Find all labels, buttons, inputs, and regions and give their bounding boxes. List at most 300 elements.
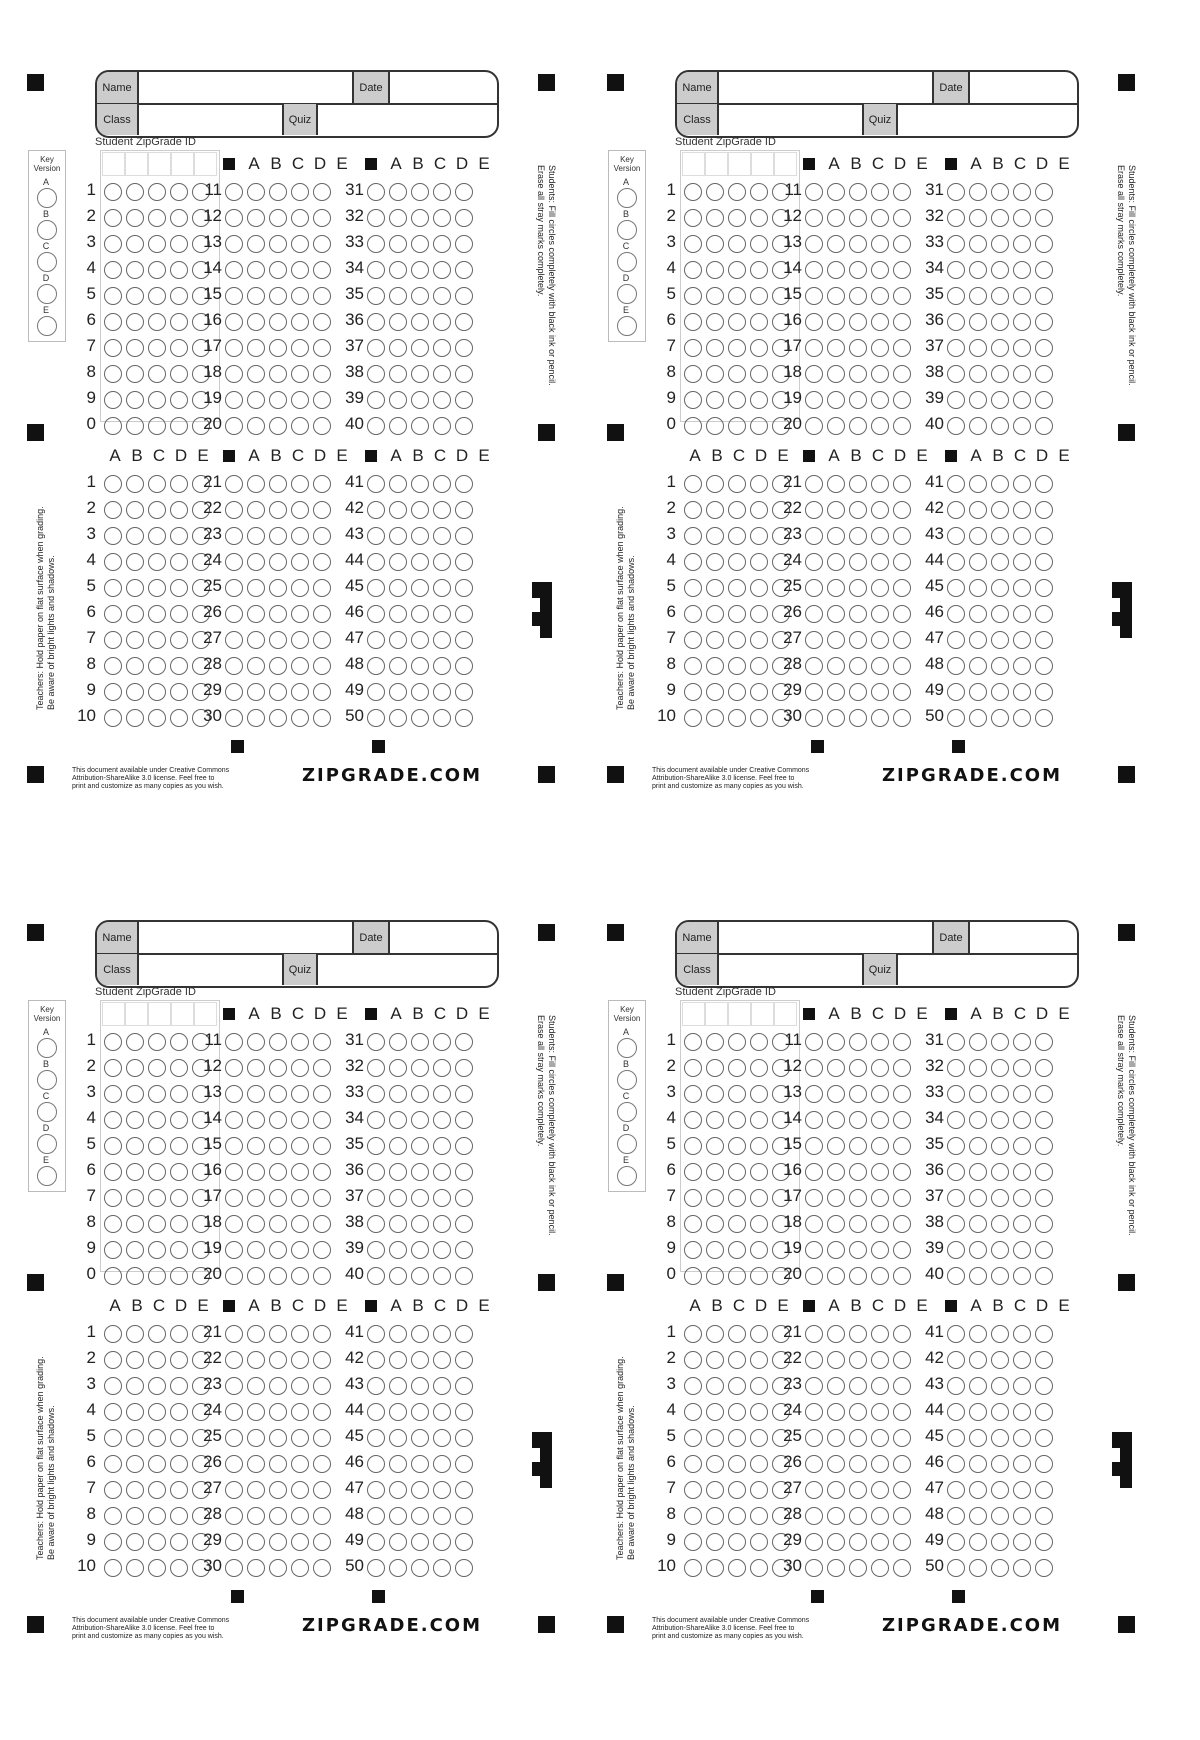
answer-bubble[interactable]	[104, 605, 122, 623]
answer-bubble[interactable]	[1013, 1059, 1031, 1077]
answer-bubble[interactable]	[433, 553, 451, 571]
answer-bubble[interactable]	[411, 1325, 429, 1343]
student-id-bubble[interactable]	[148, 1215, 166, 1233]
answer-bubble[interactable]	[269, 1137, 287, 1155]
answer-bubble[interactable]	[291, 1215, 309, 1233]
answer-bubble[interactable]	[849, 1507, 867, 1525]
answer-bubble[interactable]	[367, 631, 385, 649]
answer-bubble[interactable]	[706, 1455, 724, 1473]
answer-bubble[interactable]	[433, 501, 451, 519]
answer-bubble[interactable]	[411, 1085, 429, 1103]
answer-bubble[interactable]	[1013, 605, 1031, 623]
student-id-bubble[interactable]	[104, 1215, 122, 1233]
answer-bubble[interactable]	[367, 1377, 385, 1395]
answer-bubble[interactable]	[247, 313, 265, 331]
answer-bubble[interactable]	[827, 417, 845, 435]
answer-bubble[interactable]	[871, 313, 889, 331]
answer-bubble[interactable]	[247, 1189, 265, 1207]
student-id-bubble[interactable]	[684, 1189, 702, 1207]
answer-bubble[interactable]	[433, 391, 451, 409]
answer-bubble[interactable]	[1035, 391, 1053, 409]
answer-bubble[interactable]	[104, 631, 122, 649]
student-id-bubble[interactable]	[148, 417, 166, 435]
answer-bubble[interactable]	[225, 1241, 243, 1259]
answer-bubble[interactable]	[871, 209, 889, 227]
answer-bubble[interactable]	[991, 1455, 1009, 1473]
answer-bubble[interactable]	[313, 209, 331, 227]
answer-bubble[interactable]	[126, 605, 144, 623]
answer-bubble[interactable]	[247, 1267, 265, 1285]
answer-bubble[interactable]	[291, 1241, 309, 1259]
answer-bubble[interactable]	[455, 365, 473, 383]
answer-bubble[interactable]	[1035, 1351, 1053, 1369]
answer-bubble[interactable]	[247, 683, 265, 701]
answer-bubble[interactable]	[291, 313, 309, 331]
answer-bubble[interactable]	[269, 527, 287, 545]
answer-bubble[interactable]	[893, 1403, 911, 1421]
answer-bubble[interactable]	[991, 1351, 1009, 1369]
answer-bubble[interactable]	[313, 1033, 331, 1051]
answer-bubble[interactable]	[849, 1085, 867, 1103]
answer-bubble[interactable]	[969, 1059, 987, 1077]
answer-bubble[interactable]	[871, 631, 889, 649]
answer-bubble[interactable]	[367, 313, 385, 331]
answer-bubble[interactable]	[947, 579, 965, 597]
student-id-bubble[interactable]	[104, 417, 122, 435]
answer-bubble[interactable]	[849, 1559, 867, 1577]
answer-bubble[interactable]	[1035, 605, 1053, 623]
answer-bubble[interactable]	[827, 527, 845, 545]
answer-bubble[interactable]	[411, 287, 429, 305]
student-id-writein[interactable]	[125, 1002, 148, 1026]
answer-bubble[interactable]	[367, 1481, 385, 1499]
answer-bubble[interactable]	[104, 1325, 122, 1343]
answer-bubble[interactable]	[969, 209, 987, 227]
answer-bubble[interactable]	[991, 235, 1009, 253]
answer-bubble[interactable]	[871, 391, 889, 409]
answer-bubble[interactable]	[947, 1403, 965, 1421]
student-id-bubble[interactable]	[148, 1059, 166, 1077]
date-field[interactable]	[969, 922, 1074, 953]
answer-bubble[interactable]	[247, 1241, 265, 1259]
answer-bubble[interactable]	[247, 475, 265, 493]
answer-bubble[interactable]	[367, 1059, 385, 1077]
student-id-bubble[interactable]	[750, 183, 768, 201]
answer-bubble[interactable]	[706, 527, 724, 545]
answer-bubble[interactable]	[433, 1455, 451, 1473]
answer-bubble[interactable]	[849, 339, 867, 357]
answer-bubble[interactable]	[969, 1163, 987, 1181]
answer-bubble[interactable]	[411, 605, 429, 623]
answer-bubble[interactable]	[849, 657, 867, 675]
answer-bubble[interactable]	[1035, 1163, 1053, 1181]
answer-bubble[interactable]	[947, 1351, 965, 1369]
answer-bubble[interactable]	[313, 1377, 331, 1395]
answer-bubble[interactable]	[827, 209, 845, 227]
answer-bubble[interactable]	[225, 1351, 243, 1369]
answer-bubble[interactable]	[411, 365, 429, 383]
answer-bubble[interactable]	[805, 261, 823, 279]
answer-bubble[interactable]	[455, 209, 473, 227]
answer-bubble[interactable]	[827, 183, 845, 201]
student-id-bubble[interactable]	[126, 1215, 144, 1233]
answer-bubble[interactable]	[170, 1507, 188, 1525]
student-id-writein[interactable]	[705, 1002, 728, 1026]
answer-bubble[interactable]	[1013, 1429, 1031, 1447]
answer-bubble[interactable]	[827, 631, 845, 649]
answer-bubble[interactable]	[805, 1403, 823, 1421]
student-id-bubble[interactable]	[728, 1267, 746, 1285]
answer-bubble[interactable]	[947, 605, 965, 623]
answer-bubble[interactable]	[269, 1085, 287, 1103]
answer-bubble[interactable]	[871, 1559, 889, 1577]
answer-bubble[interactable]	[684, 475, 702, 493]
answer-bubble[interactable]	[389, 235, 407, 253]
student-id-bubble[interactable]	[706, 365, 724, 383]
answer-bubble[interactable]	[1013, 209, 1031, 227]
answer-bubble[interactable]	[148, 631, 166, 649]
answer-bubble[interactable]	[433, 1085, 451, 1103]
answer-bubble[interactable]	[291, 1267, 309, 1285]
answer-bubble[interactable]	[225, 261, 243, 279]
answer-bubble[interactable]	[991, 417, 1009, 435]
answer-bubble[interactable]	[871, 417, 889, 435]
answer-bubble[interactable]	[455, 235, 473, 253]
answer-bubble[interactable]	[750, 527, 768, 545]
answer-bubble[interactable]	[1035, 1559, 1053, 1577]
answer-bubble[interactable]	[291, 1481, 309, 1499]
answer-bubble[interactable]	[269, 1377, 287, 1395]
student-id-bubble[interactable]	[126, 287, 144, 305]
answer-bubble[interactable]	[313, 417, 331, 435]
answer-bubble[interactable]	[104, 527, 122, 545]
answer-bubble[interactable]	[225, 1059, 243, 1077]
key-version-bubble[interactable]	[617, 1038, 637, 1058]
answer-bubble[interactable]	[750, 579, 768, 597]
answer-bubble[interactable]	[871, 287, 889, 305]
answer-bubble[interactable]	[126, 1325, 144, 1343]
answer-bubble[interactable]	[893, 1085, 911, 1103]
answer-bubble[interactable]	[389, 527, 407, 545]
answer-bubble[interactable]	[411, 1189, 429, 1207]
answer-bubble[interactable]	[313, 1429, 331, 1447]
answer-bubble[interactable]	[1035, 579, 1053, 597]
answer-bubble[interactable]	[893, 235, 911, 253]
student-id-bubble[interactable]	[728, 1189, 746, 1207]
answer-bubble[interactable]	[849, 1111, 867, 1129]
answer-bubble[interactable]	[247, 579, 265, 597]
answer-bubble[interactable]	[991, 365, 1009, 383]
key-version-bubble[interactable]	[37, 1134, 57, 1154]
answer-bubble[interactable]	[126, 1455, 144, 1473]
answer-bubble[interactable]	[1013, 631, 1031, 649]
answer-bubble[interactable]	[893, 1163, 911, 1181]
answer-bubble[interactable]	[104, 1403, 122, 1421]
answer-bubble[interactable]	[313, 1455, 331, 1473]
answer-bubble[interactable]	[411, 1215, 429, 1233]
answer-bubble[interactable]	[313, 475, 331, 493]
answer-bubble[interactable]	[849, 553, 867, 571]
answer-bubble[interactable]	[225, 1377, 243, 1395]
answer-bubble[interactable]	[706, 605, 724, 623]
answer-bubble[interactable]	[126, 553, 144, 571]
answer-bubble[interactable]	[1035, 1403, 1053, 1421]
answer-bubble[interactable]	[991, 709, 1009, 727]
answer-bubble[interactable]	[411, 553, 429, 571]
answer-bubble[interactable]	[849, 1215, 867, 1233]
answer-bubble[interactable]	[313, 709, 331, 727]
answer-bubble[interactable]	[991, 1267, 1009, 1285]
answer-bubble[interactable]	[1013, 709, 1031, 727]
student-id-writein[interactable]	[194, 152, 217, 176]
answer-bubble[interactable]	[805, 339, 823, 357]
answer-bubble[interactable]	[969, 1481, 987, 1499]
student-id-bubble[interactable]	[706, 1215, 724, 1233]
answer-bubble[interactable]	[291, 605, 309, 623]
student-id-bubble[interactable]	[750, 209, 768, 227]
answer-bubble[interactable]	[411, 1163, 429, 1181]
answer-bubble[interactable]	[893, 683, 911, 701]
student-id-bubble[interactable]	[706, 391, 724, 409]
student-id-bubble[interactable]	[706, 261, 724, 279]
answer-bubble[interactable]	[947, 1377, 965, 1395]
student-id-bubble[interactable]	[170, 1189, 188, 1207]
answer-bubble[interactable]	[893, 339, 911, 357]
answer-bubble[interactable]	[947, 1189, 965, 1207]
answer-bubble[interactable]	[849, 261, 867, 279]
answer-bubble[interactable]	[1013, 1351, 1031, 1369]
answer-bubble[interactable]	[947, 1137, 965, 1155]
answer-bubble[interactable]	[225, 683, 243, 701]
answer-bubble[interactable]	[455, 1241, 473, 1259]
answer-bubble[interactable]	[247, 209, 265, 227]
answer-bubble[interactable]	[991, 1033, 1009, 1051]
answer-bubble[interactable]	[893, 1137, 911, 1155]
answer-bubble[interactable]	[225, 313, 243, 331]
answer-bubble[interactable]	[871, 1455, 889, 1473]
answer-bubble[interactable]	[367, 1163, 385, 1181]
answer-bubble[interactable]	[969, 1033, 987, 1051]
student-id-bubble[interactable]	[706, 1137, 724, 1155]
student-id-bubble[interactable]	[750, 417, 768, 435]
answer-bubble[interactable]	[827, 1507, 845, 1525]
answer-bubble[interactable]	[684, 1377, 702, 1395]
answer-bubble[interactable]	[893, 417, 911, 435]
student-id-bubble[interactable]	[728, 183, 746, 201]
answer-bubble[interactable]	[313, 1215, 331, 1233]
student-id-bubble[interactable]	[170, 417, 188, 435]
answer-bubble[interactable]	[291, 1377, 309, 1395]
answer-bubble[interactable]	[225, 1559, 243, 1577]
answer-bubble[interactable]	[104, 1559, 122, 1577]
answer-bubble[interactable]	[728, 1507, 746, 1525]
student-id-bubble[interactable]	[126, 1137, 144, 1155]
answer-bubble[interactable]	[433, 1325, 451, 1343]
answer-bubble[interactable]	[805, 579, 823, 597]
answer-bubble[interactable]	[871, 261, 889, 279]
answer-bubble[interactable]	[1035, 1533, 1053, 1551]
answer-bubble[interactable]	[827, 1189, 845, 1207]
answer-bubble[interactable]	[750, 501, 768, 519]
answer-bubble[interactable]	[893, 1377, 911, 1395]
answer-bubble[interactable]	[849, 1481, 867, 1499]
answer-bubble[interactable]	[411, 313, 429, 331]
answer-bubble[interactable]	[684, 657, 702, 675]
key-version-bubble[interactable]	[617, 1102, 637, 1122]
student-id-bubble[interactable]	[104, 391, 122, 409]
answer-bubble[interactable]	[433, 1377, 451, 1395]
answer-bubble[interactable]	[455, 417, 473, 435]
answer-bubble[interactable]	[148, 475, 166, 493]
student-id-bubble[interactable]	[706, 209, 724, 227]
answer-bubble[interactable]	[170, 1377, 188, 1395]
answer-bubble[interactable]	[269, 391, 287, 409]
student-id-bubble[interactable]	[104, 1163, 122, 1181]
answer-bubble[interactable]	[871, 183, 889, 201]
answer-bubble[interactable]	[893, 579, 911, 597]
answer-bubble[interactable]	[269, 1059, 287, 1077]
answer-bubble[interactable]	[269, 553, 287, 571]
answer-bubble[interactable]	[805, 235, 823, 253]
answer-bubble[interactable]	[389, 417, 407, 435]
answer-bubble[interactable]	[947, 631, 965, 649]
answer-bubble[interactable]	[684, 683, 702, 701]
answer-bubble[interactable]	[411, 1481, 429, 1499]
answer-bubble[interactable]	[313, 501, 331, 519]
answer-bubble[interactable]	[706, 1507, 724, 1525]
answer-bubble[interactable]	[827, 1215, 845, 1233]
answer-bubble[interactable]	[1035, 501, 1053, 519]
answer-bubble[interactable]	[247, 1455, 265, 1473]
answer-bubble[interactable]	[170, 475, 188, 493]
student-id-bubble[interactable]	[728, 261, 746, 279]
answer-bubble[interactable]	[291, 683, 309, 701]
answer-bubble[interactable]	[269, 1189, 287, 1207]
answer-bubble[interactable]	[433, 287, 451, 305]
answer-bubble[interactable]	[389, 683, 407, 701]
answer-bubble[interactable]	[1013, 1241, 1031, 1259]
answer-bubble[interactable]	[455, 657, 473, 675]
answer-bubble[interactable]	[225, 1403, 243, 1421]
answer-bubble[interactable]	[389, 1059, 407, 1077]
answer-bubble[interactable]	[827, 579, 845, 597]
answer-bubble[interactable]	[313, 1481, 331, 1499]
answer-bubble[interactable]	[706, 1481, 724, 1499]
answer-bubble[interactable]	[827, 1111, 845, 1129]
answer-bubble[interactable]	[805, 391, 823, 409]
answer-bubble[interactable]	[411, 1033, 429, 1051]
answer-bubble[interactable]	[104, 1351, 122, 1369]
student-id-bubble[interactable]	[728, 1059, 746, 1077]
answer-bubble[interactable]	[433, 579, 451, 597]
student-id-writein[interactable]	[751, 1002, 774, 1026]
answer-bubble[interactable]	[269, 657, 287, 675]
answer-bubble[interactable]	[389, 501, 407, 519]
answer-bubble[interactable]	[827, 1559, 845, 1577]
answer-bubble[interactable]	[969, 1455, 987, 1473]
answer-bubble[interactable]	[389, 1429, 407, 1447]
answer-bubble[interactable]	[947, 1163, 965, 1181]
answer-bubble[interactable]	[706, 631, 724, 649]
answer-bubble[interactable]	[849, 579, 867, 597]
student-id-bubble[interactable]	[706, 1085, 724, 1103]
answer-bubble[interactable]	[225, 1533, 243, 1551]
answer-bubble[interactable]	[247, 1533, 265, 1551]
student-id-bubble[interactable]	[706, 313, 724, 331]
student-id-bubble[interactable]	[170, 1137, 188, 1155]
student-id-bubble[interactable]	[148, 1137, 166, 1155]
student-id-bubble[interactable]	[728, 209, 746, 227]
answer-bubble[interactable]	[247, 501, 265, 519]
answer-bubble[interactable]	[367, 657, 385, 675]
answer-bubble[interactable]	[389, 1033, 407, 1051]
answer-bubble[interactable]	[893, 365, 911, 383]
answer-bubble[interactable]	[247, 1163, 265, 1181]
answer-bubble[interactable]	[827, 501, 845, 519]
student-id-bubble[interactable]	[728, 1111, 746, 1129]
answer-bubble[interactable]	[969, 1507, 987, 1525]
answer-bubble[interactable]	[893, 1111, 911, 1129]
answer-bubble[interactable]	[291, 1429, 309, 1447]
answer-bubble[interactable]	[247, 1507, 265, 1525]
answer-bubble[interactable]	[367, 1507, 385, 1525]
answer-bubble[interactable]	[871, 709, 889, 727]
answer-bubble[interactable]	[969, 313, 987, 331]
student-id-bubble[interactable]	[170, 313, 188, 331]
answer-bubble[interactable]	[805, 1559, 823, 1577]
answer-bubble[interactable]	[433, 313, 451, 331]
answer-bubble[interactable]	[947, 287, 965, 305]
answer-bubble[interactable]	[1013, 501, 1031, 519]
student-id-writein[interactable]	[751, 152, 774, 176]
student-id-bubble[interactable]	[684, 287, 702, 305]
answer-bubble[interactable]	[1035, 709, 1053, 727]
answer-bubble[interactable]	[269, 1111, 287, 1129]
answer-bubble[interactable]	[893, 1481, 911, 1499]
answer-bubble[interactable]	[170, 631, 188, 649]
answer-bubble[interactable]	[433, 261, 451, 279]
answer-bubble[interactable]	[728, 475, 746, 493]
answer-bubble[interactable]	[684, 527, 702, 545]
student-id-bubble[interactable]	[170, 183, 188, 201]
answer-bubble[interactable]	[706, 1429, 724, 1447]
answer-bubble[interactable]	[225, 417, 243, 435]
answer-bubble[interactable]	[991, 1137, 1009, 1155]
answer-bubble[interactable]	[969, 501, 987, 519]
answer-bubble[interactable]	[991, 1507, 1009, 1525]
student-id-bubble[interactable]	[684, 261, 702, 279]
answer-bubble[interactable]	[170, 605, 188, 623]
answer-bubble[interactable]	[148, 1455, 166, 1473]
student-id-bubble[interactable]	[728, 1137, 746, 1155]
answer-bubble[interactable]	[684, 1403, 702, 1421]
answer-bubble[interactable]	[1013, 313, 1031, 331]
student-id-bubble[interactable]	[148, 1189, 166, 1207]
student-id-bubble[interactable]	[750, 1059, 768, 1077]
answer-bubble[interactable]	[893, 1059, 911, 1077]
answer-bubble[interactable]	[827, 339, 845, 357]
answer-bubble[interactable]	[991, 1241, 1009, 1259]
student-id-bubble[interactable]	[706, 1241, 724, 1259]
student-id-bubble[interactable]	[148, 391, 166, 409]
key-version-bubble[interactable]	[617, 316, 637, 336]
student-id-bubble[interactable]	[706, 1111, 724, 1129]
answer-bubble[interactable]	[313, 605, 331, 623]
answer-bubble[interactable]	[1013, 1215, 1031, 1233]
answer-bubble[interactable]	[269, 501, 287, 519]
answer-bubble[interactable]	[849, 501, 867, 519]
answer-bubble[interactable]	[947, 1059, 965, 1077]
